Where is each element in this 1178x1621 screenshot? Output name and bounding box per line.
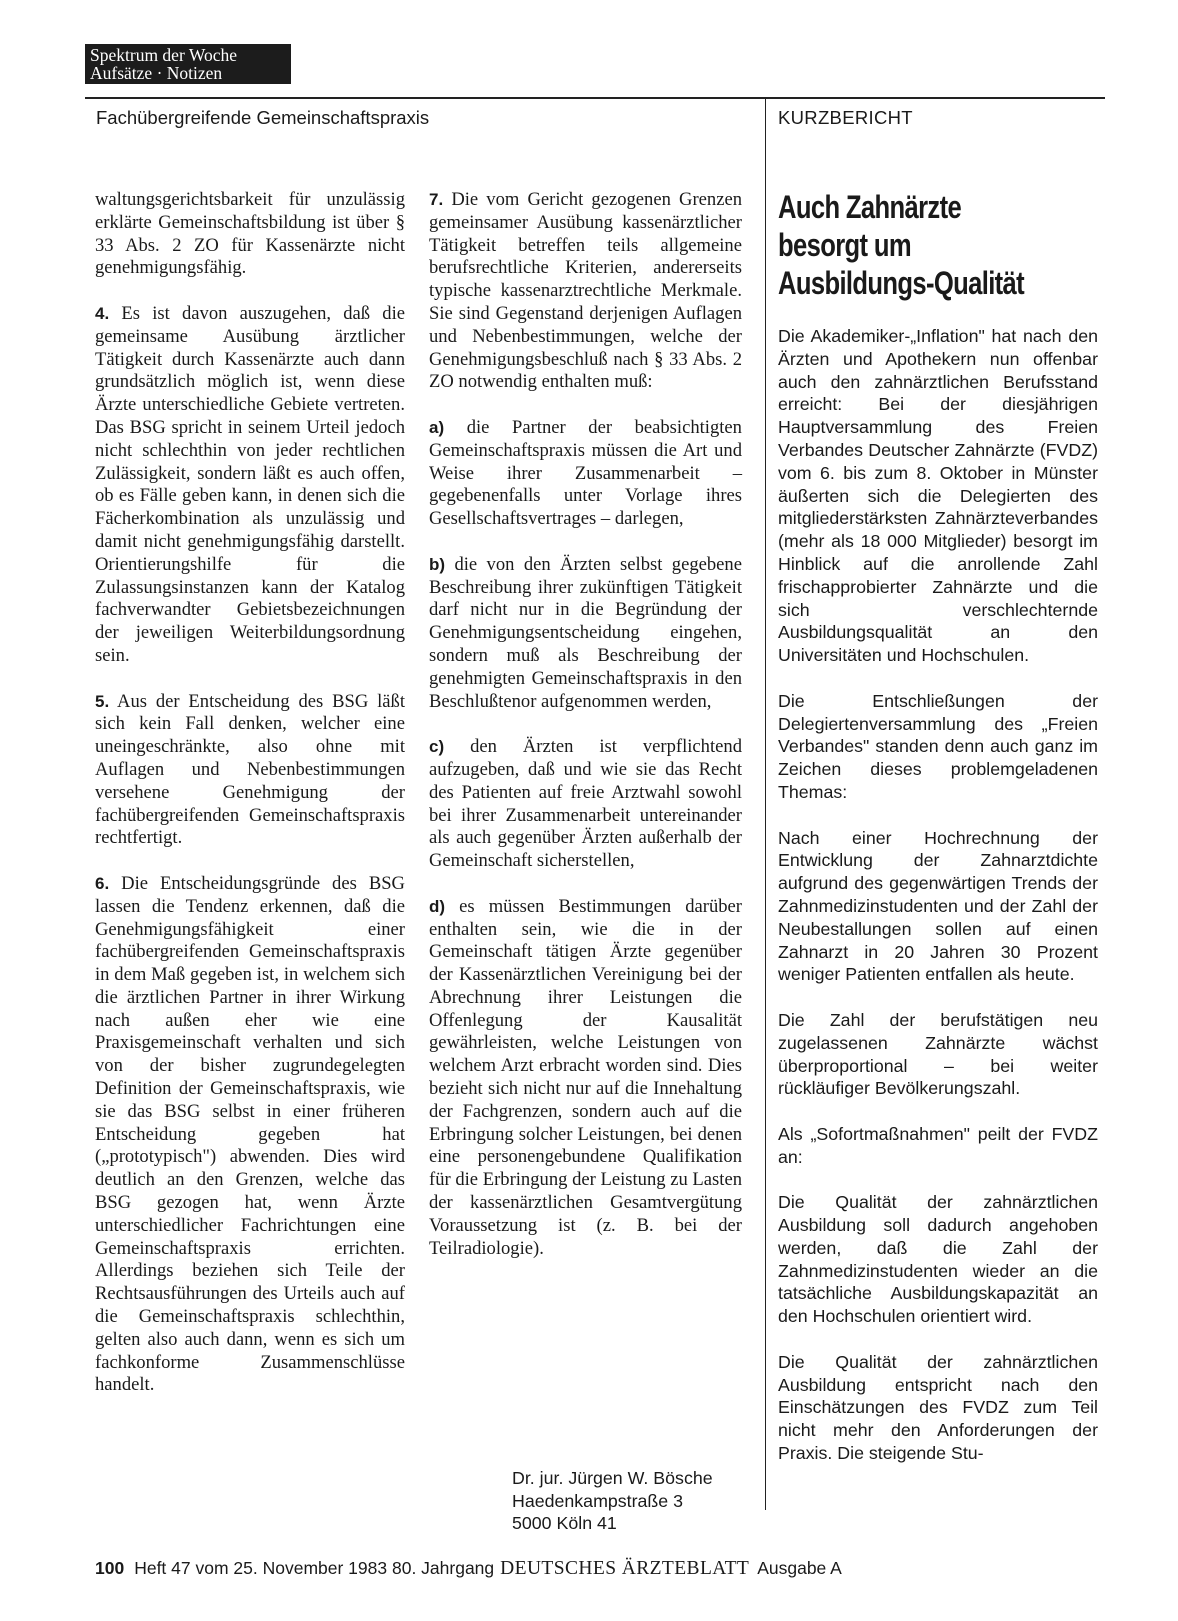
section-label-line2: Aufsätze · Notizen — [90, 63, 223, 83]
journal-name: DEUTSCHES ÄRZTEBLATT — [500, 1558, 750, 1579]
author-city: 5000 Köln 41 — [512, 1513, 617, 1533]
page-number: 100 — [95, 1558, 125, 1578]
paragraph: Die Entschließungen der Delegiertenversammlung des „Freien Verbandes" standen denn auch ganz im Zeichen dieses problemgeladenen Themas: — [778, 690, 1098, 802]
header-rule — [85, 97, 1105, 99]
author-street: Haedenkampstraße 3 — [512, 1490, 683, 1511]
paragraph: Die Akademiker-„Inflation" hat nach den Ärzten und Apothekern nun offenbar auch den zahnärztlichen Berufsstand erreicht: Bei der diesjährigen Hauptversammlung des Freien Verbandes Deutscher Zahnärzte (FVDZ) vom 6. bis zum 8. Oktober in Münster äußerten sich die Delegierten des mitgliederstärksten Zahnärzteverbandes (mehr als 18 000 Mitglieder) besorgt im Hinblick auf die anrollende Zahl frischapprobierter Zahnärzte und die sich verschlechternde Ausbildungsqualität an den Universitäten und Hochschulen. — [778, 326, 1098, 666]
running-head-title: Fachübergreifende Gemeinschaftspraxis — [96, 107, 430, 128]
paragraph: 5. Aus der Entscheidung des BSG läßt sich kein Fall denken, welcher eine uneingeschränkte, also ohne mit Auflagen und Nebenbestimmungen versehene Genehmigung der fachübergreifenden Gemeinschaftspraxis rechtfertigt. — [95, 690, 405, 849]
list-item: b) die von den Ärzten selbst gegebene Beschreibung ihrer zukünftigen Tätigkeit darf nicht nur in die Begründung der Genehmigungsentscheidung eingehen, sondern muß als Beschreibung der genehmigten Gemeinschaftspraxis in den Beschlußtenor aufgenommen werden, — [429, 553, 742, 712]
list-item: c) den Ärzten ist verpflichtend aufzugeben, daß und wie sie das Recht des Patienten auf freie Arztwahl sowohl bei ihrer Zusammenarbeit untereinander als auch gegenüber Ärzten außerhalb der Gemeinschaft sicherstellen, — [429, 736, 742, 872]
section-label — [85, 44, 291, 84]
paragraph: 4. Es ist davon auszugehen, daß die gemeinsame Ausübung ärztlicher Tätigkeit durch Kassenärzte auch dann grundsätzlich möglich ist, wenn diese Ärzte unterschiedliche Gebiete vertreten. Das BSG spricht in seinem Urteil jedoch nicht schlechthin von jeder rechtlichen Zulässigkeit, sondern läßt es auch offen, ob es Fälle geben kann, in denen sich die Fächerkombination als unzulässig und damit nicht genehmigungsfähig darstellt. Orientierungshilfe für die Zulassungsinstanzen kann der Katalog fachverwandter Gebietsbezeichnungen der jeweiligen Weiterbildungsordnung sein. — [95, 302, 405, 666]
paragraph: waltungsgerichtsbarkeit für unzulässig erklärte Gemeinschaftsbildung ist über § 33 Abs. 2 ZO für Kassenärzte nicht genehmigungsfähig. — [95, 189, 405, 279]
article-column-2 — [429, 189, 742, 1283]
list-item: d) es müssen Bestimmungen darüber enthalten sein, wie die in der Gemeinschaft tätigen Ärzte gegenüber der Kassenärztlichen Vereinigung bei der Abrechnung ihrer Leistungen die Offenlegung der Kausalität gewährleisten, welche Leistungen von welchem Arzt erbracht worden sind. Dies bezieht sich nicht nur auf die Innehaltung der Fachgrenzen, sondern auch auf die Erbringung solcher Leistungen, bei denen eine personengebundene Qualifikation für die Erbringung der Leistung zu Lasten der kassenärztlichen Gesamtvergütung Voraussetzung ist (z. B. bei der Teilradiologie). — [429, 895, 742, 1259]
short-report-body — [778, 325, 1098, 1488]
list-item: a) die Partner der beabsichtigten Gemeinschaftspraxis müssen die Art und Weise ihrer Zusammenarbeit – gegebenenfalls unter Vorlage ihres Gesellschaftsvertrages – darlegen, — [429, 416, 742, 530]
short-report-headline: Auch Zahnärzte besorgt um Ausbildungs-Qualität — [778, 189, 1025, 301]
paragraph: 7. Die vom Gericht gezogenen Grenzen gemeinsamer Ausübung kassenärztlicher Tätigkeit betreffen teils allgemeine berufsrechtliche Kriterien, andererseits typische kassenarztrechtliche Merkmale. Sie sind Gegenstand derjenigen Auflagen und Nebenbestimmungen, welche der Genehmigungsbeschluß nach § 33 Abs. 2 ZO notwendig enthalten muß: — [429, 189, 742, 393]
paragraph: 6. Die Entscheidungsgründe des BSG lassen die Tendenz erkennen, daß die Genehmigungsfähigkeit einer fachübergreifenden Gemeinschaftspraxis in dem Maß gegeben ist, in welchem sich die ärztlichen Partner in ihrer Wirkung nach außen eher wie eine Praxisgemeinschaft verhalten und sich von der bisher zugrundegelegten Definition der Gemeinschaftspraxis, wie sie das BSG selbst in einer früheren Entscheidung gegeben hat („prototypisch") abwenden. Dies wird deutlich an den Grenzen, welche das BSG gezogen hat, wenn Ärzte unterschiedlicher Fachrichtungen eine Gemeinschaftspraxis errichten. Allerdings beziehen sich Teile der Rechtsausführungen des Urteils auch auf die Gemeinschaftspraxis schlechthin, gelten also auch dann, wenn es sich um fachkonforme Zusammenschlüsse handelt. — [95, 872, 405, 1396]
page-footer — [95, 1558, 842, 1580]
running-head-section: KURZBERICHT — [778, 107, 913, 128]
paragraph: Die Zahl der berufstätigen neu zugelassenen Zahnärzte wächst überproportional – bei weiter rückläufiger Bevölkerungszahl. — [778, 1009, 1098, 1099]
paragraph: Die Qualität der zahnärztlichen Ausbildung soll dadurch angehoben werden, daß die Zahl der Zahnmedizinstudenten wieder an die tatsächliche Ausbildungskapazität an den Hochschulen orientiert wird. — [778, 1192, 1098, 1327]
edition: Ausgabe A — [757, 1558, 842, 1578]
author-signature — [512, 1467, 713, 1535]
paragraph: Als „Sofortmaßnahmen" peilt der FVDZ an: — [778, 1123, 1098, 1167]
section-label-line1: Spektrum der Woche — [90, 45, 237, 65]
paragraph: Nach einer Hochrechnung der Entwicklung der Zahnarztdichte aufgrund des gegenwärtigen Trends der Zahnmedizinstudenten und der Zahl der Neubestallungen sollen auf einen Zahnarzt in 20 Jahren 30 Prozent weniger Patienten entfallen als heute. — [778, 827, 1098, 985]
column-divider — [765, 98, 766, 1510]
issue-info: Heft 47 vom 25. November 1983 80. Jahrgang — [134, 1558, 495, 1578]
article-column-1 — [95, 189, 405, 1420]
paragraph: Die Qualität der zahnärztlichen Ausbildung entspricht nach den Einschätzungen des FVDZ zum Teil nicht mehr den Anforderungen der Praxis. Die steigende Stu- — [778, 1351, 1098, 1464]
author-name: Dr. jur. Jürgen W. Bösche — [512, 1468, 713, 1488]
